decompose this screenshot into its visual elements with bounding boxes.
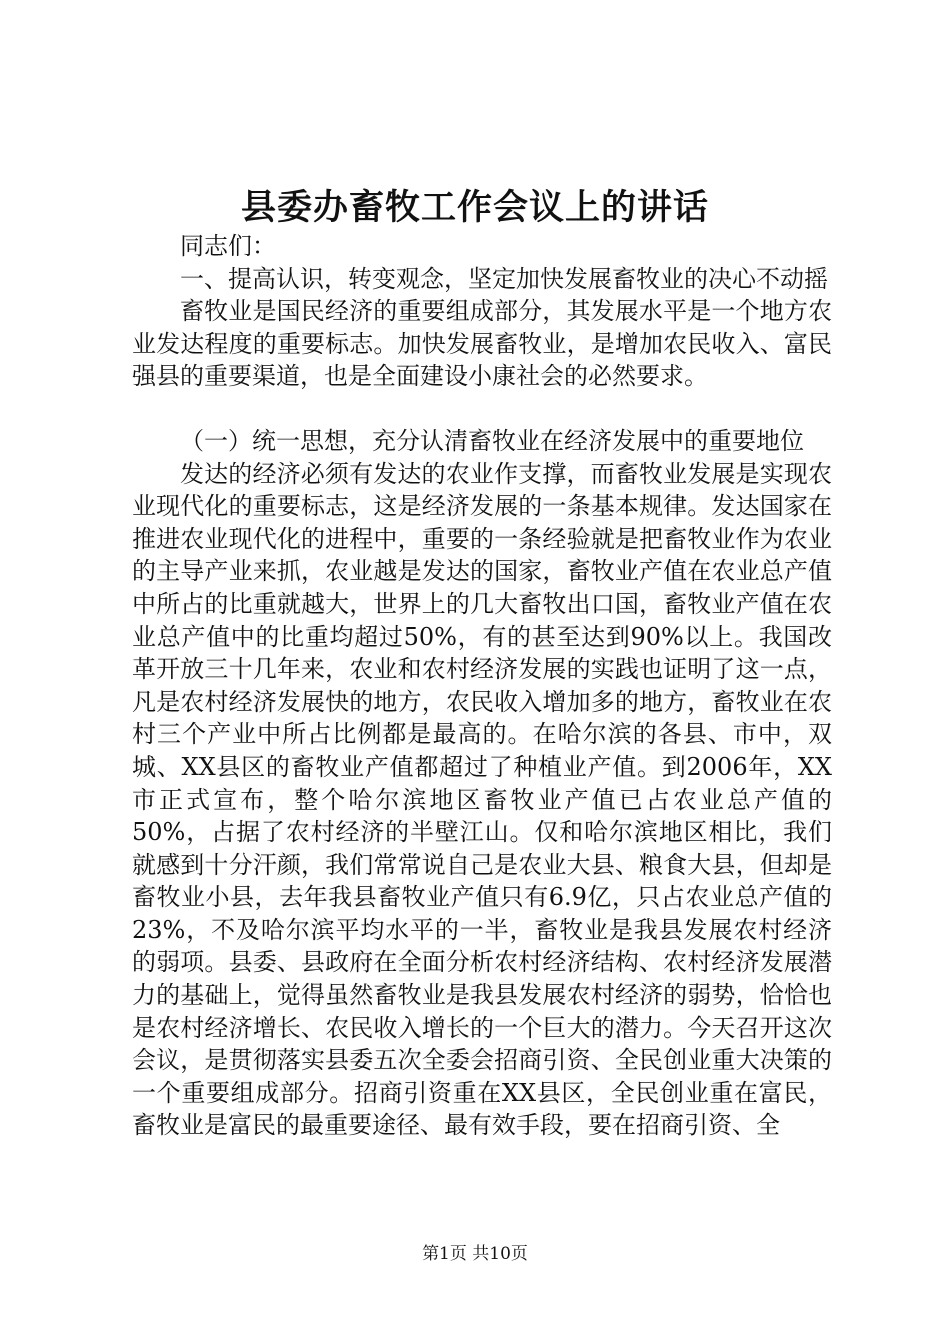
document-title: 县委办畜牧工作会议上的讲话 <box>240 187 709 228</box>
body-paragraph: 畜牧业是国民经济的重要组成部分，其发展水平是一个地方农业发达程度的重要标志。加快发展畜牧业，是增加农民收入、富民强县的重要渠道，也是全面建设小康社会的必然要求。 <box>132 297 832 391</box>
salutation-paragraph: 同志们： <box>180 232 276 260</box>
document-body <box>132 230 832 1142</box>
page-number-footer: 第1页 共10页 <box>422 1244 528 1264</box>
section-heading-1: 一、提高认识，转变观念，坚定加快发展畜牧业的决心不动摇 <box>180 264 828 293</box>
subsection-heading-1: （一）统一思想，充分认清畜牧业在经济发展中的重要地位 <box>180 426 804 455</box>
body-paragraph: 发达的经济必须有发达的农业作支撑，而畜牧业发展是实现农业现代化的重要标志，这是经济发展的一条基本规律。发达国家在推进农业现代化的进程中，重要的一条经验就是把畜牧业作为农业的主导产业来抓，农业越是发达的国家，畜牧业产值在农业总产值中所占的比重就越大，世界上的几大畜牧出口国，畜牧业产值在农业总产值中的比重均超过50%，有的甚至达到90%以上。我国改革开放三十几年来，农业和农村经济发展的实践也证明了这一点，凡是农村经济发展快的地方，农民收入增加多的地方，畜牧业在农村三个产业中所占比例都是最高的。在哈尔滨的各县、市中，双城、XX县区的畜牧业产值都超过了种植业产值。到2006年，XX市正式宣布，整个哈尔滨地区畜牧业产值已占农业总产值的50%，占据了农村经济的半壁江山。仅和哈尔滨地区相比，我们就感到十分汗颜，我们常常说自己是农业大县、粮食大县，但却是畜牧业小县，去年我县畜牧业产值只有6.9亿，只占农业总产值的23%，不及哈尔滨平均水平的一半，畜牧业是我县发展农村经济的弱项。县委、县政府在全面分析农村经济结构、农村经济发展潜力的基础上，觉得虽然畜牧业是我县发展农村经济的弱势，恰恰也是农村经济增长、农民收入增长的一个巨大的潜力。今天召开这次会议，是贯彻落实县委五次全委会招商引资、全民创业重大决策的一个重要组成部分。招商引资重在XX县区，全民创业重在富民，畜牧业是富民的最重要途径、最有效手段，要在招商引资、全 <box>132 459 832 1140</box>
